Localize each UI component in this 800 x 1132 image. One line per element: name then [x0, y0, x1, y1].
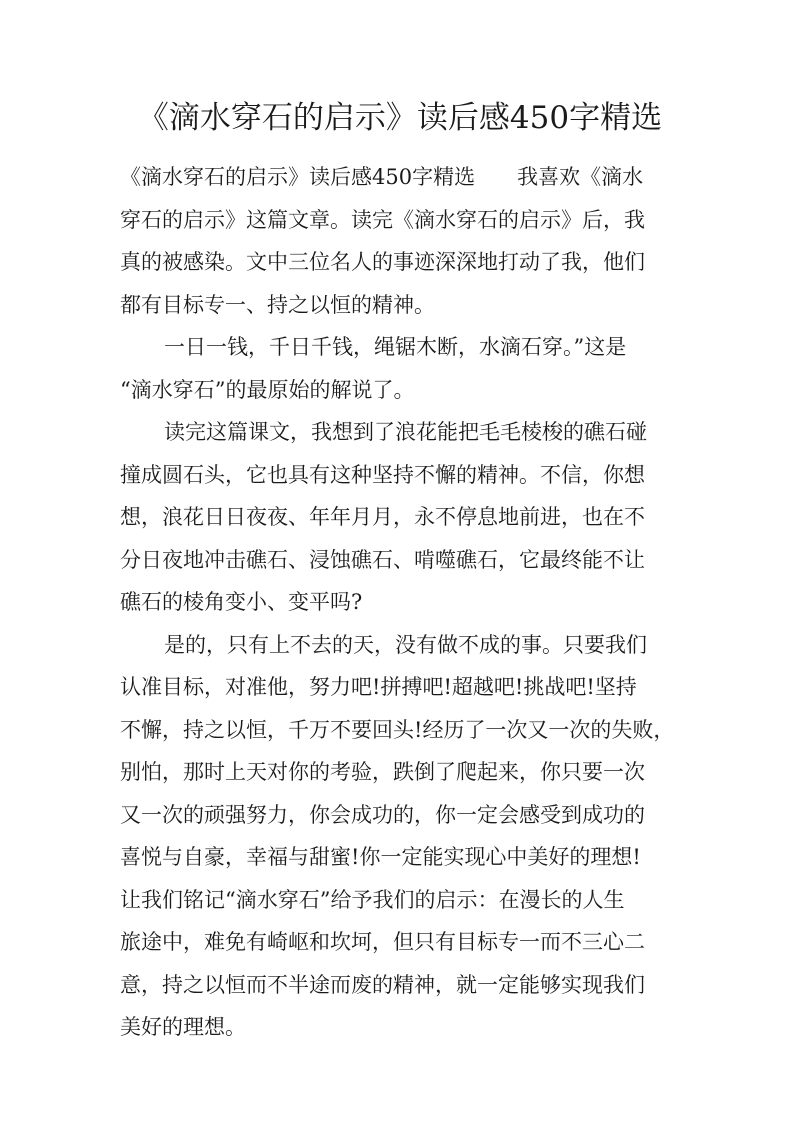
- body-line: 旅途中，难免有崎岖和坎坷，但只有目标专一而不三心二: [120, 930, 645, 954]
- body-line: 撞成圆石头，它也具有这种坚持不懈的精神。不信，你想: [120, 462, 645, 487]
- body-line: 一日一钱，千日千钱，绳锯木断，水滴石穿。”这是: [164, 335, 627, 359]
- body-line: 礁石的棱角变小、变平吗?: [120, 590, 363, 614]
- document-title: 《滴水穿石的启示》读后感450字精选: [137, 100, 663, 136]
- body-line: 意，持之以恒而不半途而废的精神，就一定能够实现我们: [120, 972, 645, 997]
- body-line: 《滴水穿石的启示》读后感450字精选 我喜欢《滴水: [120, 165, 644, 189]
- body-line: 认准目标，对准他，努力吧!拼搏吧!超越吧!挑战吧!坚持: [120, 675, 637, 699]
- body-line: 不懈，持之以恒，千万不要回头!经历了一次又一次的失败，: [120, 717, 675, 742]
- body-line: 美好的理想。: [120, 1015, 246, 1039]
- body-line: 都有目标专一、持之以恒的精神。: [120, 292, 435, 317]
- body-line: 是的，只有上不去的天，没有做不成的事。只要我们: [164, 632, 647, 657]
- body-line: 喜悦与自豪，幸福与甜蜜!你一定能实现心中美好的理想!: [120, 845, 641, 869]
- document-body: [120, 156, 680, 1049]
- body-line: 让我们铭记“滴水穿石”给予我们的启示：在漫长的人生: [120, 887, 625, 912]
- body-line: 分日夜地冲击礁石、浸蚀礁石、啃噬礁石，它最终能不让: [120, 547, 645, 572]
- body-line: 又一次的顽强努力，你会成功的，你一定会感受到成功的: [120, 802, 645, 827]
- body-line: 别怕，那时上天对你的考验，跌倒了爬起来，你只要一次: [120, 760, 645, 784]
- body-line: 想，浪花日日夜夜、年年月月，永不停息地前进，也在不: [120, 505, 645, 529]
- body-line: 穿石的启示》这篇文章。读完《滴水穿石的启示》后，我: [120, 207, 645, 232]
- body-line: 真的被感染。文中三位名人的事迹深深地打动了我，他们: [120, 250, 645, 274]
- body-line: “滴水穿石”的最原始的解说了。: [120, 377, 415, 402]
- body-line: 读完这篇课文，我想到了浪花能把毛毛棱梭的礁石碰: [164, 420, 647, 444]
